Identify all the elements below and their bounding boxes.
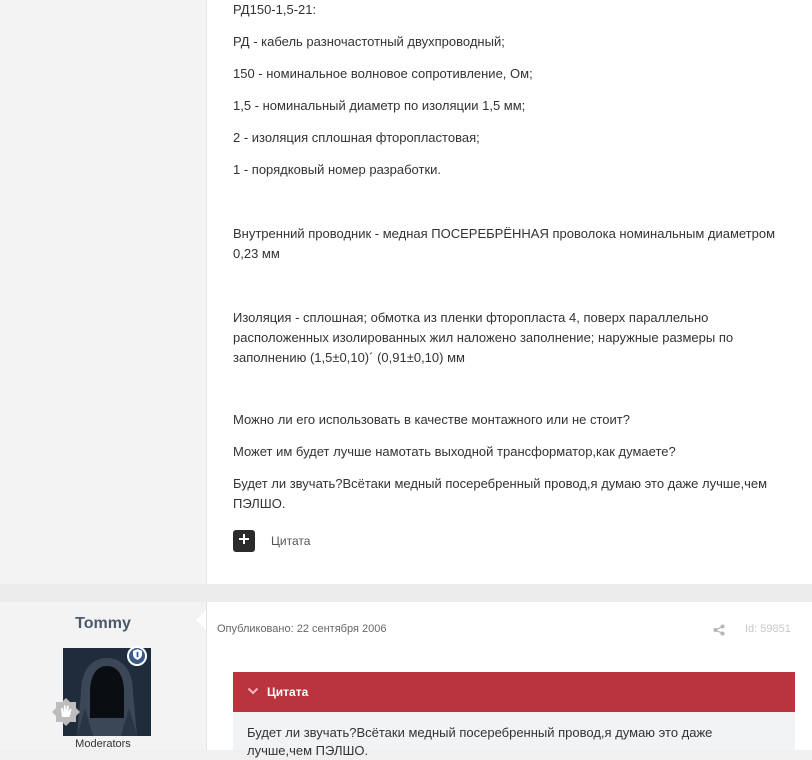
post-2-body bbox=[206, 602, 812, 758]
post-text-line: РД - кабель разночастотный двухпроводный; bbox=[233, 34, 505, 49]
user-group: Moderators bbox=[75, 738, 131, 750]
chevron-down-icon bbox=[247, 685, 259, 700]
shield-icon bbox=[133, 647, 142, 665]
hand-icon bbox=[52, 713, 80, 730]
post-text-line: РД150-1,5-21: bbox=[233, 2, 317, 17]
post-text-line: 1,5 - номинальный диаметр по изоляции 1,5 мм; bbox=[233, 98, 526, 113]
post-2 bbox=[0, 602, 812, 758]
post-text-line: 150 - номинальное волновое сопротивление, Ом; bbox=[233, 66, 533, 81]
rank-badge bbox=[52, 698, 80, 726]
post-text-line: 1 - порядковый номер разработки. bbox=[233, 162, 442, 177]
author-name[interactable]: Tommy bbox=[75, 615, 131, 632]
moderator-badge bbox=[127, 646, 147, 666]
quote-button[interactable] bbox=[233, 530, 255, 552]
post-text-line: Может им будет лучше намотать выходной трансформатор,как думаете? bbox=[233, 444, 676, 459]
post-text-line: Внутренний проводник - медная ПОСЕРЕБРЁННАЯ проволока номинальным диаметром 0,23 мм bbox=[233, 226, 776, 261]
post-date[interactable]: Опубликовано: 22 сентября 2006 bbox=[217, 623, 387, 635]
post-1-body bbox=[206, 0, 812, 584]
quote-text: Будет ли звучать?Всётаки медный посеребренный провод,я думаю это даже лучше,чем ПЭЛШО. bbox=[233, 712, 795, 750]
post-separator bbox=[0, 584, 812, 602]
quote-button-label[interactable]: Цитата bbox=[271, 534, 311, 548]
post-id[interactable]: Id: 59851 bbox=[745, 623, 791, 635]
share-icon[interactable] bbox=[713, 623, 725, 635]
post-text-line: Изоляция - сплошная; обмотка из пленки фторопласта 4, поверх параллельно расположенных изолированных жил наложено заполнение; наружные размеры по заполнению (1,5±0,10)´ (0,91±0,10) мм bbox=[233, 310, 734, 365]
quote-control bbox=[233, 530, 310, 552]
plus-icon bbox=[238, 532, 250, 550]
quote-header[interactable] bbox=[233, 672, 795, 712]
post-text-line: Будет ли звучать?Всётаки медный посеребренный провод,я думаю это даже лучше,чем ПЭЛШО. bbox=[233, 476, 768, 511]
quote-title: Цитата bbox=[267, 685, 309, 699]
quote-block bbox=[233, 672, 795, 758]
post-text-line: Можно ли его использовать в качестве монтажного или не стоит? bbox=[233, 412, 630, 427]
post-pointer bbox=[196, 610, 206, 630]
post-text-line: 2 - изоляция сплошная фторопластовая; bbox=[233, 130, 480, 145]
post-2-author-column bbox=[0, 602, 206, 750]
post-1-author-column bbox=[0, 0, 206, 584]
